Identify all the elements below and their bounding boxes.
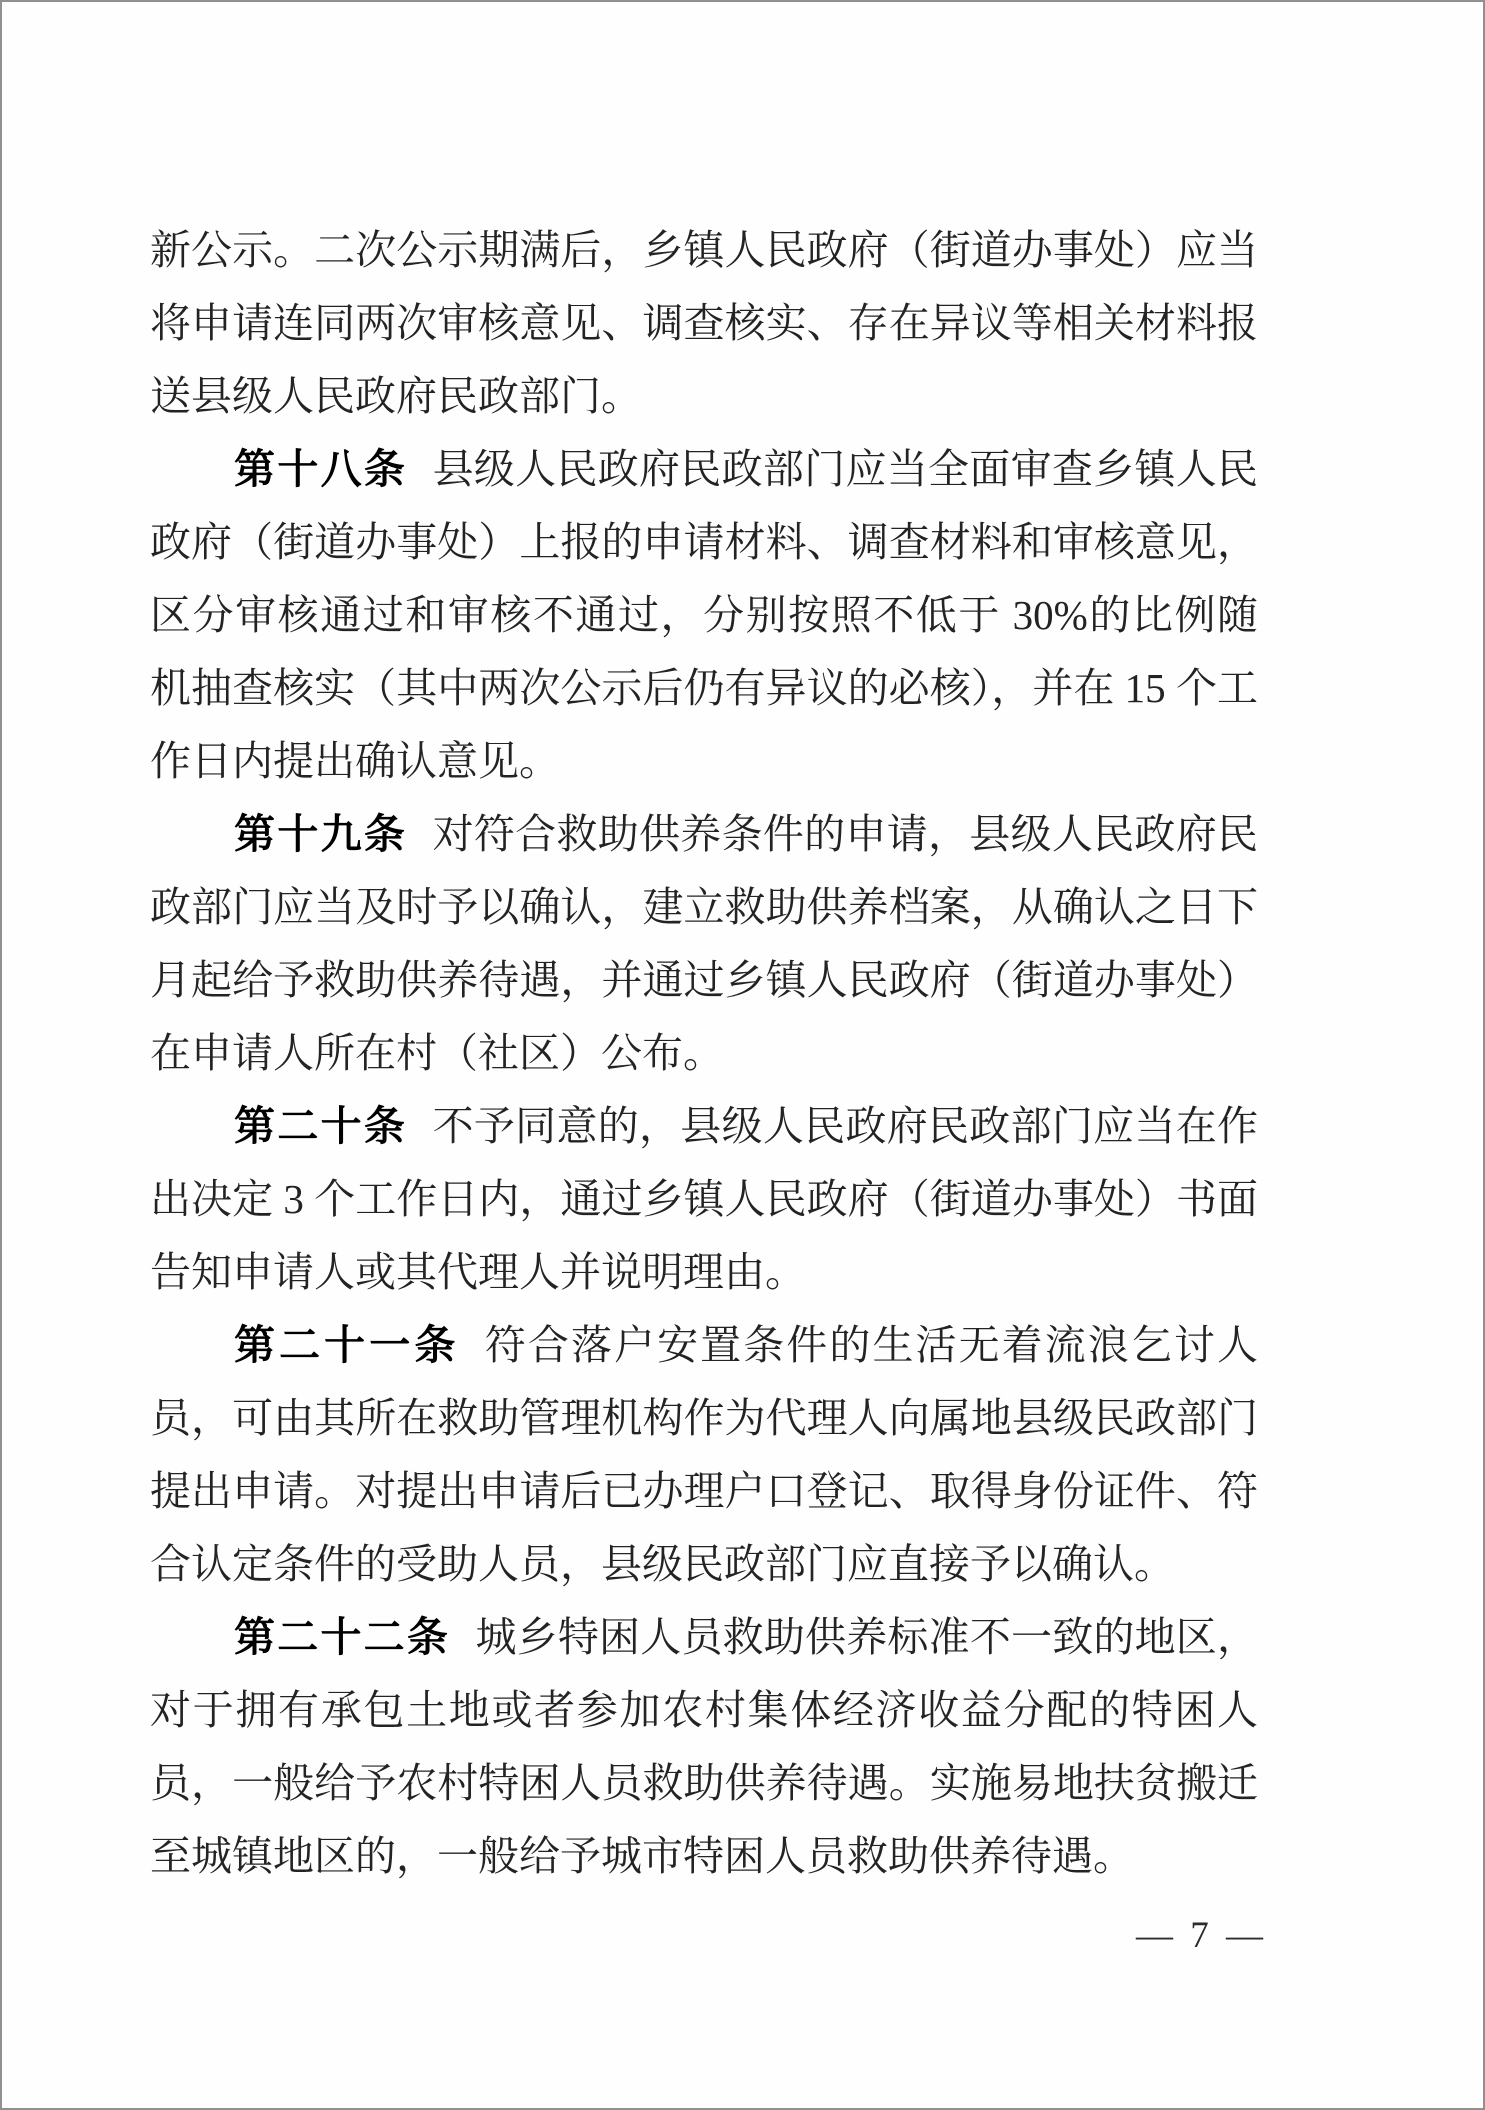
paragraph-text: 不予同意的，县级人民政府民政部门应当在作出决定 3 个工作日内，通过乡镇人民政府（街道办事处）书面告知申请人或其代理人并说明理由。 (150, 1103, 1258, 1295)
document-body (150, 214, 1258, 1893)
article-number: 第二十二条 (234, 1614, 451, 1660)
paragraph-text: 符合落户安置条件的生活无着流浪乞讨人员，可由其所在救助管理机构作为代理人向属地县级民政部门提出申请。对提出申请后已办理户口登记、取得身份证件、符合认定条件的受助人员，县级民政部门应直接予以确认。 (150, 1322, 1259, 1587)
paragraph (150, 1601, 1258, 1893)
paragraph (150, 798, 1258, 1090)
paragraph-text: 城乡特困人员救助供养标准不一致的地区，对于拥有承包土地或者参加农村集体经济收益分配的特困人员，一般给予农村特困人员救助供养待遇。实施易地扶贫搬迁至城镇地区的，一般给予城市特困人员救助供养待遇。 (150, 1614, 1259, 1879)
paragraph (150, 433, 1258, 798)
page-number: — 7 — (1136, 1915, 1267, 1956)
article-number: 第十九条 (234, 811, 408, 857)
paragraph (150, 1090, 1258, 1309)
article-number: 第二十条 (234, 1103, 408, 1149)
article-number: 第二十一条 (234, 1322, 460, 1368)
paragraph (150, 214, 1258, 433)
paragraph-text: 县级人民政府民政部门应当全面审查乡镇人民政府（街道办事处）上报的申请材料、调查材料和审核意见，区分审核通过和审核不通过，分别按照不低于 30%的比例随机抽查核实（其中两次公示后仍有异议的必核），并在 15 个工作日内提出确认意见。 (150, 446, 1258, 784)
paragraph-text: 新公示。二次公示期满后，乡镇人民政府（街道办事处）应当将申请连同两次审核意见、调查核实、存在异议等相关材料报送县级人民政府民政部门。 (150, 227, 1258, 419)
article-number: 第十八条 (234, 446, 408, 492)
paragraph (150, 1309, 1258, 1601)
paragraph-text: 对符合救助供养条件的申请，县级人民政府民政部门应当及时予以确认，建立救助供养档案，从确认之日下月起给予救助供养待遇，并通过乡镇人民政府（街道办事处）在申请人所在村（社区）公布。 (150, 811, 1258, 1076)
